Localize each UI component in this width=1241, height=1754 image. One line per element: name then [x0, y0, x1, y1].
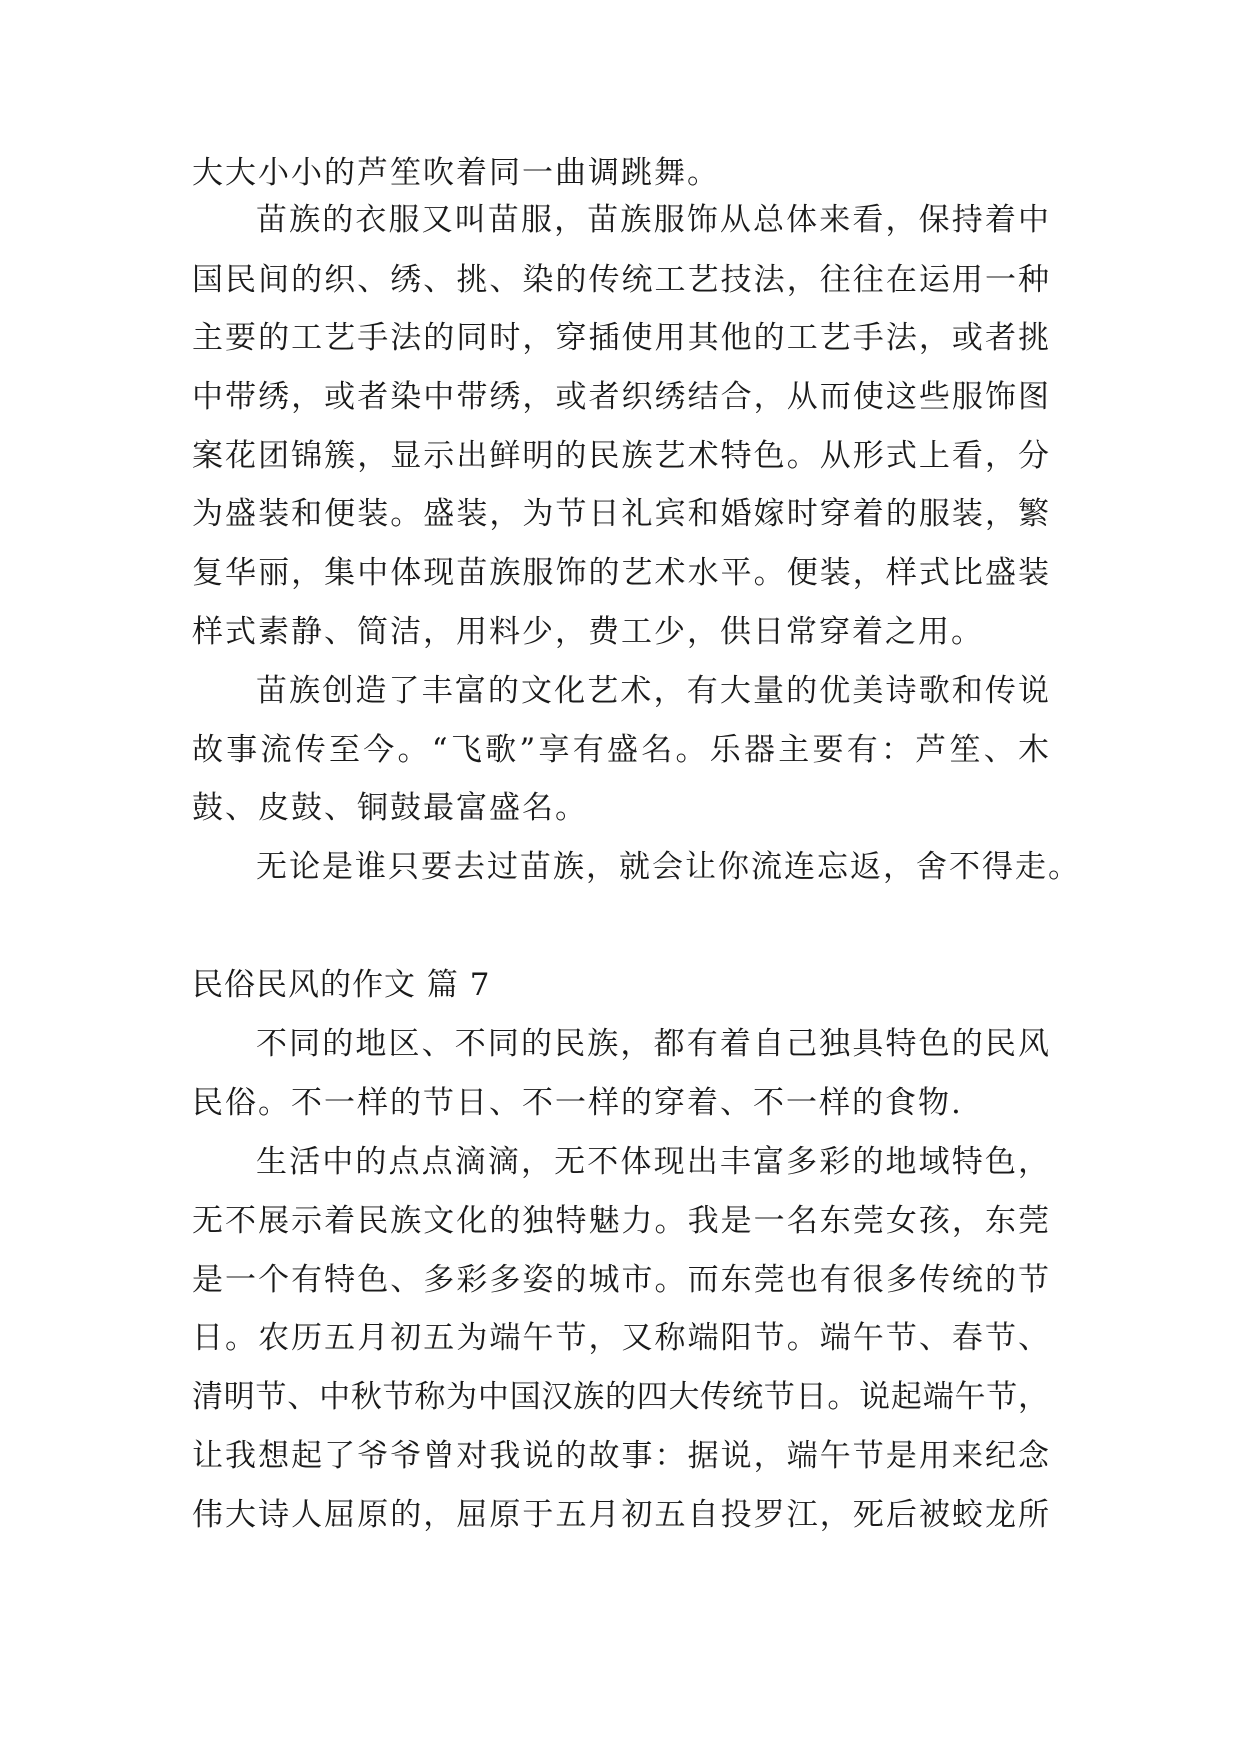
text-line: 生活中的点点滴滴，无不体现出丰富多彩的地域特色， [256, 1144, 1049, 1180]
text-line: 中带绣，或者染中带绣，或者织绣结合，从而使这些服饰图 [192, 379, 1049, 415]
text-line: 清明节、中秋节称为中国汉族的四大传统节日。说起端午节， [192, 1379, 1049, 1415]
text-line: 样式素静、简洁，用料少，费工少，供日常穿着之用。 [192, 614, 984, 650]
text-line: 日。农历五月初五为端午节，又称端阳节。端午节、春节、 [192, 1320, 1049, 1356]
text-line: 案花团锦簇，显示出鲜明的民族艺术特色。从形式上看，分 [192, 438, 1049, 474]
text-line: 无不展示着民族文化的独特魅力。我是一名东莞女孩，东莞 [192, 1203, 1049, 1239]
section-heading: 民俗民风的作文 篇 7 [192, 967, 491, 1003]
text-line: 为盛装和便装。盛装，为节日礼宾和婚嫁时穿着的服装，繁 [192, 496, 1049, 532]
text-line: 鼓、皮鼓、铜鼓最富盛名。 [192, 790, 588, 826]
text-line: 不同的地区、不同的民族，都有着自己独具特色的民风 [256, 1026, 1049, 1062]
text-line: 故事流传至今。“飞歌”享有盛名。乐器主要有：芦笙、木 [192, 732, 1049, 768]
text-line: 苗族创造了丰富的文化艺术，有大量的优美诗歌和传说 [256, 673, 1049, 709]
text-line: 无论是谁只要去过苗族，就会让你流连忘返，舍不得走。 [256, 849, 1081, 885]
text-line: 大大小小的芦笙吹着同一曲调跳舞。 [192, 155, 720, 191]
text-line: 主要的工艺手法的同时，穿插使用其他的工艺手法，或者挑 [192, 320, 1049, 356]
text-line: 让我想起了爷爷曾对我说的故事：据说，端午节是用来纪念 [192, 1438, 1049, 1474]
text-line: 苗族的衣服又叫苗服，苗族服饰从总体来看，保持着中 [256, 202, 1049, 238]
text-line: 民俗。不一样的节日、不一样的穿着、不一样的食物. [192, 1085, 963, 1121]
text-line: 国民间的织、绣、挑、染的传统工艺技法，往往在运用一种 [192, 262, 1049, 298]
text-line: 是一个有特色、多彩多姿的城市。而东莞也有很多传统的节 [192, 1262, 1049, 1298]
text-line: 伟大诗人屈原的，屈原于五月初五自投罗江，死后被蛟龙所 [192, 1497, 1049, 1533]
text-line: 复华丽，集中体现苗族服饰的艺术水平。便装，样式比盛装 [192, 555, 1049, 591]
